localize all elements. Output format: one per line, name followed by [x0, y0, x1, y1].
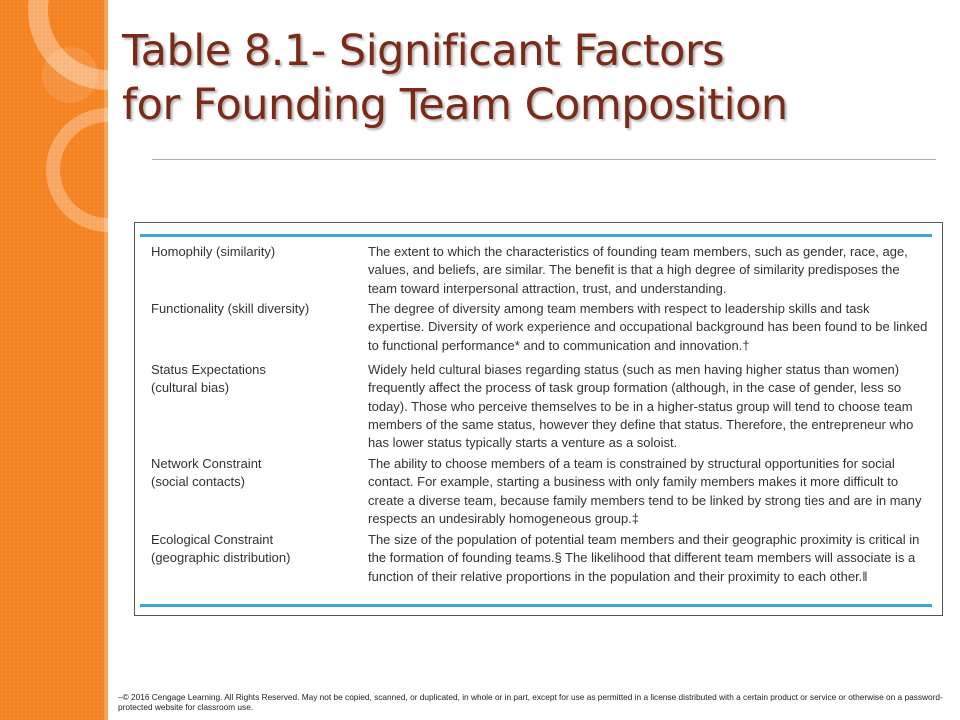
title-line-1: Table 8.1- Significant Factors [122, 26, 725, 76]
sidebar-edge [104, 0, 108, 720]
orange-sidebar [0, 0, 104, 720]
factor-sublabel: (social contacts) [151, 474, 245, 490]
factor-label: Status Expectations [151, 362, 266, 377]
table-rows [151, 243, 931, 605]
slide-title [122, 24, 788, 132]
table-row [151, 243, 931, 297]
factor-sublabel: (cultural bias) [151, 380, 230, 396]
factor-cell [151, 300, 368, 359]
table-row [151, 529, 931, 605]
table-bottom-rule [140, 604, 932, 607]
description-cell: The size of the population of potential team members and their geographic proximity is critical in the formation of founding teams.§ The likelihood that different team members will associate is a function of their relative proportions in the population and their proximity to each other.‖ [368, 532, 920, 584]
title-line-2: for Founding Team Composition [122, 80, 788, 130]
description-cell: The extent to which the characteristics of founding team members, such as gender, race, age, values, and beliefs, are similar. The benefit is that a high degree of similarity predisposes the team toward interpersonal attraction, trust, and understanding. [368, 244, 908, 296]
factor-label: Network Constraint [151, 456, 262, 471]
table-top-rule [140, 234, 932, 237]
factor-cell [151, 455, 368, 529]
description-cell: The ability to choose members of a team is constrained by structural opportunities for social contact. For example, starting a business with only family members makes it more difficult to create a diverse team, because family members tend to be linked by strong ties and are in many respects an undesirably homogeneous group.‡ [368, 456, 922, 526]
table-row [151, 297, 931, 359]
title-divider [152, 159, 936, 160]
factor-cell [151, 531, 368, 605]
factor-label: Homophily (similarity) [151, 244, 276, 259]
factors-table [134, 222, 943, 616]
factor-cell [151, 243, 368, 297]
factor-label: Functionality (skill diversity) [151, 301, 310, 316]
table-row [151, 453, 931, 529]
table-row [151, 359, 931, 453]
factor-sublabel: (geographic distribution) [151, 550, 291, 566]
factor-cell [151, 361, 368, 453]
description-cell: Widely held cultural biases regarding status (such as men having higher status than women) frequently affect the process of task group formation (although, in the case of gender, less so today). Those who perceive themselves to be in a higher-status group will tend to choose team members of the same status, however they define that status. Therefore, the entrepreneur who has lower status typically starts a venture as a soloist. [368, 362, 914, 451]
copyright-footer: –© 2016 Cengage Learning. All Rights Reserved. May not be copied, scanned, or duplicated, in whole or in part, except for use as permitted in a license distributed with a certain product or service or otherwise on a password-protected website for classroom use. [118, 692, 943, 712]
description-cell: The degree of diversity among team members with respect to leadership skills and task expertise. Diversity of work experience and occupational background has been found to be linked to functional performance* and to communication and innovation.† [368, 301, 928, 353]
factor-label: Ecological Constraint [151, 532, 274, 547]
